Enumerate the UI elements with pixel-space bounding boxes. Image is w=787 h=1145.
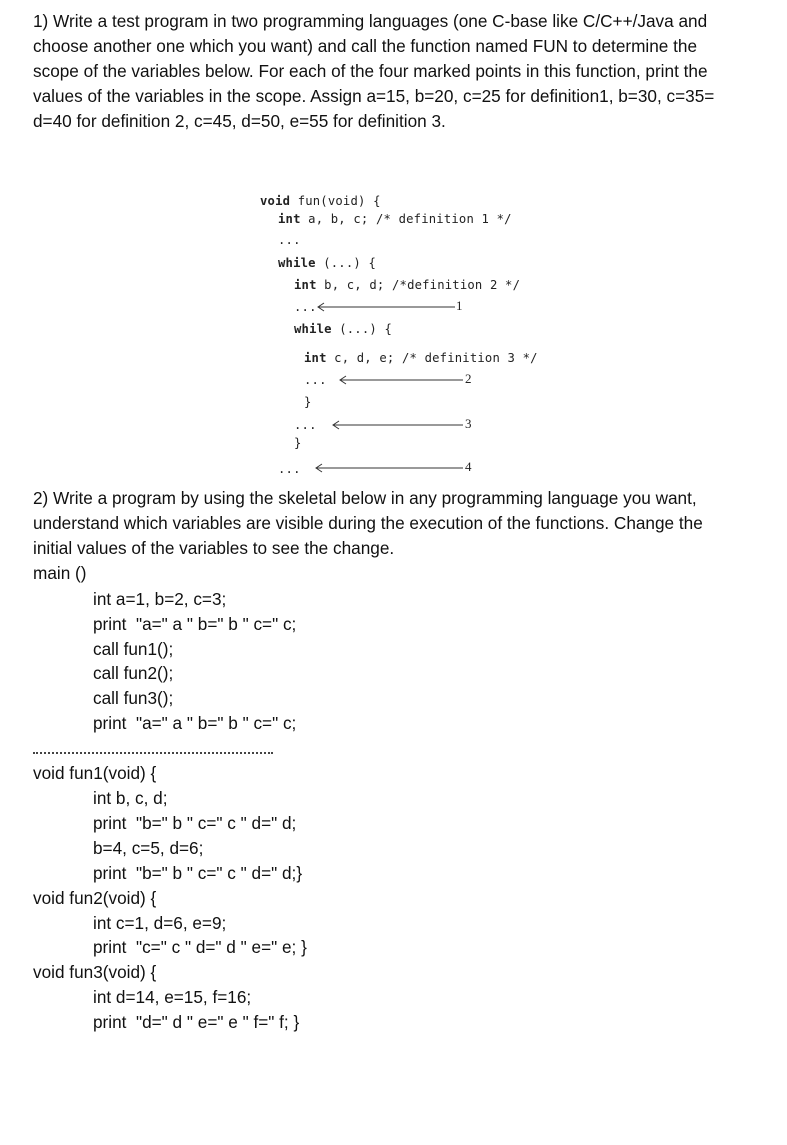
fun2-body-line: int c=1, d=6, e=9; [93,913,227,933]
arrow-marker-1 [318,303,455,311]
code-line-close-inner: } [304,395,312,409]
code-keyword: while [278,256,316,270]
marker-arrows [0,0,787,500]
q2-line: initial values of the variables to see the change. [33,538,395,558]
fun1-body-line: b=4, c=5, d=6; [93,838,204,858]
fun2-body-line: print "c=" c " d=" d " e=" e; } [93,937,307,957]
code-line-ellipsis: ... [278,233,301,247]
arrow-marker-4 [316,464,463,472]
code-line-point-3: ... [294,418,317,432]
q1-line: 1) Write a test program in two programming languages (one C-base like C/C++/Java and [33,11,708,31]
fun1-body-line: int b, c, d; [93,788,168,808]
main-body-line: call fun3(); [93,688,174,708]
code-text: (...) { [331,322,392,336]
code-text: (...) { [315,256,376,270]
arrow-marker-2 [340,376,463,384]
fun1-body-line: print "b=" b " c=" c " d=" d; [93,813,297,833]
code-keyword: while [294,322,332,336]
fun3-body-line: int d=14, e=15, f=16; [93,987,252,1007]
code-text: fun(void) { [290,194,381,208]
fun1-body-line: print "b=" b " c=" c " d=" d;} [93,863,303,883]
dotted-divider [33,752,273,754]
fun2-header: void fun2(void) { [33,888,157,908]
main-body-line: print "a=" a " b=" b " c=" c; [93,614,297,634]
fun3-body-line: print "d=" d " e=" e " f=" f; } [93,1012,300,1032]
code-keyword: int [278,212,301,226]
code-line-point-1: ... [294,300,317,314]
code-text: b, c, d; /*definition 2 */ [316,278,521,292]
code-keyword: void [260,194,291,208]
main-body-line: print "a=" a " b=" b " c=" c; [93,713,297,733]
fun3-header: void fun3(void) { [33,962,157,982]
marker-label-4: 4 [465,459,472,474]
q2-line: 2) Write a program by using the skeletal below in any programming language you want, [33,488,697,508]
q1-line: scope of the variables below. For each of the four marked points in this function, print the [33,61,708,81]
code-text: a, b, c; /* definition 1 */ [300,212,512,226]
main-body-line: call fun1(); [93,639,174,659]
code-line-point-2: ... [304,373,327,387]
q2-line: understand which variables are visible during the execution of the functions. Change the [33,513,703,533]
fun1-header: void fun1(void) { [33,763,157,783]
marker-label-3: 3 [465,416,472,431]
q1-line: choose another one which you want) and call the function named FUN to determine the [33,36,698,56]
code-text: c, d, e; /* definition 3 */ [326,351,538,365]
main-header: main () [33,563,87,583]
main-body-line: call fun2(); [93,663,174,683]
marker-label-1: 1 [456,298,463,313]
main-body-line: int a=1, b=2, c=3; [93,589,227,609]
q1-line: d=40 for definition 2, c=45, d=50, e=55 for definition 3. [33,111,446,131]
code-keyword: int [294,278,317,292]
code-line-close-outer: } [294,436,302,450]
code-keyword: int [304,351,327,365]
marker-label-2: 2 [465,371,472,386]
code-line-point-4: ... [278,462,301,476]
arrow-marker-3 [333,421,463,429]
q1-line: values of the variables in the scope. Assign a=15, b=20, c=25 for definition1, b=30, c=35= [33,86,715,106]
